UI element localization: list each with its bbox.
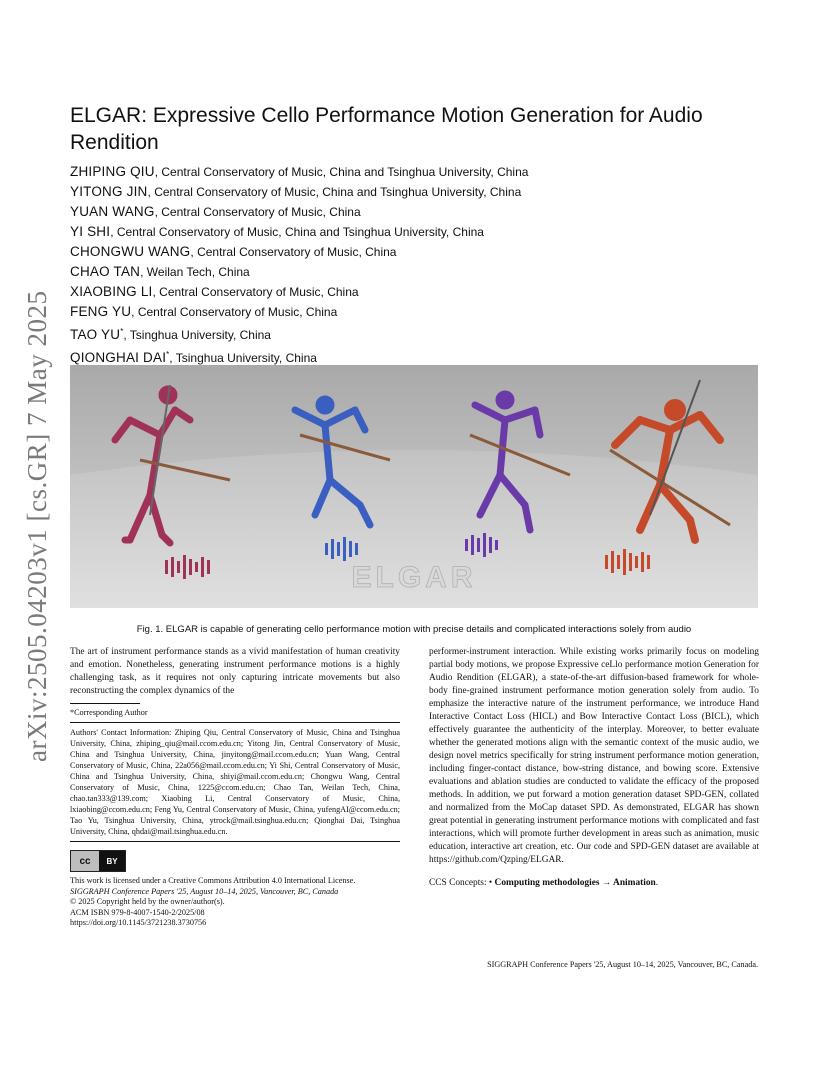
figure-caption: Fig. 1. ELGAR is capable of generating cello performance motion with precise details and complicated interactions solely from audio [136,624,692,635]
license-line: This work is licensed under a Creative Commons Attribution 4.0 International License. [70,876,356,885]
ccs-label: CCS Concepts: [429,878,487,888]
author-line [70,182,770,202]
author-name: ZHIPING QIU [70,164,155,179]
abstract-left: The art of instrument performance stands as a vivid manifestation of human creativity and emotion. Nonetheless, generating instrument performance motions is a highly challenging task, as it requires not only capturing intricate movements but also reconstructing the complex dynamics of the [70,647,400,696]
author-name: FENG YU [70,304,132,319]
separator: , [154,165,162,179]
author-affiliation: Central Conservatory of Music, China [197,245,397,259]
ccs-bullet: • [488,878,493,888]
isbn-line: ACM ISBN 979-8-4007-1540-2/2025/08 [70,907,205,917]
author-name: YI SHI [70,224,111,239]
ccs-concepts [429,877,759,890]
author-line [70,202,770,222]
venue-line: SIGGRAPH Conference Papers '25, August 10–14, 2025, Vancouver, BC, Canada [70,886,339,896]
copyright-line: © 2025 Copyright held by the owner/author(s). [70,897,225,906]
author-name: YITONG JIN [70,184,148,199]
author-affiliation: Central Conservatory of Music, China and Tsinghua University, China [161,165,529,179]
author-name: XIAOBING LI [70,284,153,299]
separator: , [154,205,162,219]
author-name: YUAN WANG [70,204,155,219]
separator: , [147,185,155,199]
author-line [70,162,770,182]
corresponding-mark: * [120,327,124,336]
footnote-rule [70,703,140,704]
cc-icon: cc [71,851,99,871]
paper-title: ELGAR: Expressive Cello Performance Motion Generation for Audio Rendition [70,104,703,154]
author-affiliation: Tsinghua University, China [129,328,271,342]
author-name: CHONGWU WANG [70,244,191,259]
author-affiliation: Weilan Tech, China [146,265,250,279]
ccs-concept: Computing methodologies → Animation [494,878,656,888]
author-name: CHAO TAN [70,264,141,279]
author-name: QIONGHAI DAI [70,350,167,365]
author-affiliation: Central Conservatory of Music, China [159,285,359,299]
license-rule [70,841,400,842]
arxiv-side-stamp: arXiv:2505.04203v1 [cs.GR] 7 May 2025 [22,290,52,762]
author-list [70,162,770,368]
corresponding-mark: * [166,350,170,359]
separator: , [190,245,198,259]
author-line [70,302,770,322]
abstract-right: performer-instrument interaction. While existing works primarily focus on modeling partial body motions, we propose Expressive ceLlo performance motion Generation for Audio Rendition (ELGAR), a state-of-the-art diffusion-based framework for whole-body fine-grained instrument performance motion generation solely from audio. To emphasize the interactive nature of the instrument performance, we introduce Hand Interactive Contact Loss (HICL) and Bow Interactive Contact Loss (BICL), which effectively guarantee the authenticity of the interplay. Moreover, to better evaluate whether the generated motions align with the semantic context of the music audio, we design novel metrics specifically for string instrument performance motion generation, including finger-contact distance, bow-string distance, and bowing score. Extensive evaluations and ablation studies are conducted to validate the efficacy of the proposed methods. In addition, we put forward a motion generation dataset SPD-GEN, collated and normalized from the MoCap dataset SPD. As demonstrated, ELGAR has shown great potential in generating instrument performance motions with complicated and fast interactions, which will promote further development in areas such as animation, music education, interactive art creation, etc. Our code and SPD-GEN dataset are available at https://github.com/Qzping/ELGAR. [429,647,759,865]
author-line [70,322,770,345]
author-affiliation: Central Conservatory of Music, China and Tsinghua University, China [116,225,484,239]
author-affiliation: Tsinghua University, China [175,351,317,365]
separator: , [152,285,160,299]
author-name: TAO YU [70,327,121,342]
author-line [70,262,770,282]
ccs-end: . [655,878,659,888]
contact-rule [70,722,400,723]
corresponding-footnote: *Corresponding Author [70,708,148,717]
doi-link[interactable]: https://doi.org/10.1145/3721238.3730756 [70,918,207,927]
left-column [70,646,400,929]
cc-by-badge[interactable] [70,850,126,872]
separator: , [140,265,147,279]
separator: , [110,225,117,239]
by-icon: BY [99,851,125,871]
author-affiliation: Central Conservatory of Music, China [161,205,361,219]
author-line [70,242,770,262]
figure-watermark: ELGAR [351,561,477,594]
separator: , [131,305,138,319]
teaser-figure [70,365,758,608]
separator: , [123,328,130,342]
author-line [70,222,770,242]
author-affiliation: Central Conservatory of Music, China and Tsinghua University, China [154,185,522,199]
page-footer: SIGGRAPH Conference Papers '25, August 10–14, 2025, Vancouver, BC, Canada. [487,960,758,969]
right-column [429,646,759,890]
separator: , [169,351,176,365]
teaser-image [70,365,758,608]
author-line [70,282,770,302]
contact-information: Authors' Contact Information: Zhiping Qiu, Central Conservatory of Music, China and Tsinghua University, China, zhiping_qiu@mail.ccom.edu.cn; Yitong Jin, Central Conservatory of Music, China and Tsinghua University, China, jinyitong@mail.ccom.edu.cn; Yuan Wang, Central Conservatory of Music, China, 22a056@mail.ccom.edu.cn; Yi Shi, Central Conservatory of Music, China and Tsinghua University, China, shiyi@mail.ccom.edu.cn; Chongwu Wang, Central Conservatory of Music, China, 1225@ccom.edu.cn; Chao Tan, Weilan Tech, China, chao.tan333@139.com; Xiaobing Li, Central Conservatory of Music, China, lxiaobing@ccom.edu.cn; Feng Yu, Central Conservatory of Music, China, yufengAI@ccom.edu.cn; Tao Yu, Tsinghua University, China, ytrock@mail.tsinghua.edu.cn; Qionghai Dai, Tsinghua University, China, qhdai@mail.tsinghua.edu.cn. [70,728,400,836]
author-affiliation: Central Conservatory of Music, China [137,305,338,319]
